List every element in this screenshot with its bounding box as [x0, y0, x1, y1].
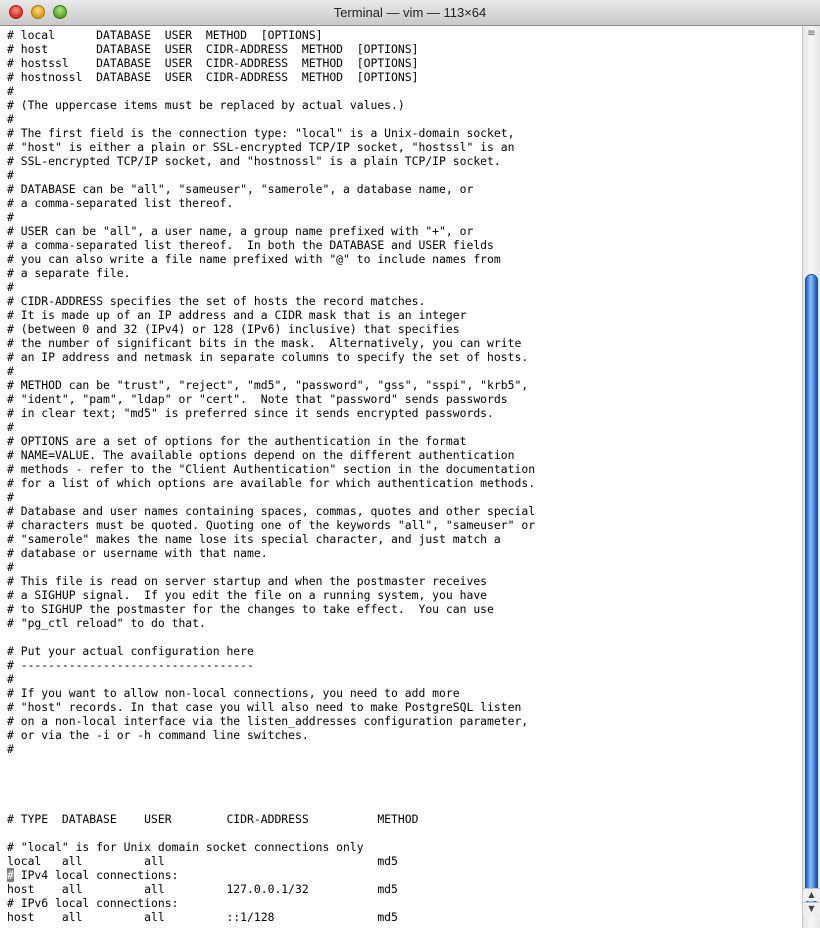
- editor-line: # host DATABASE USER CIDR-ADDRESS METHOD [OPTIONS]: [7, 42, 419, 56]
- scroll-up-arrow-icon[interactable]: ▲: [803, 888, 820, 901]
- split-menu-icon[interactable]: ≡: [807, 28, 816, 39]
- editor-line: # This file is read on server startup and when the postmaster receives: [7, 574, 488, 588]
- editor-line: # The first field is the connection type: "local" is a Unix-domain socket,: [7, 126, 515, 140]
- editor-line: # Database and user names containing spaces, commas, quotes and other special: [7, 504, 536, 518]
- editor-line: # a comma-separated list thereof.: [7, 196, 234, 210]
- editor-line: #: [7, 560, 14, 574]
- editor-line: host all all 127.0.0.1/32 md5: [7, 882, 398, 896]
- editor-line: # characters must be quoted. Quoting one of the keywords "all", "sameuser" or: [7, 518, 536, 532]
- editor-line: # methods - refer to the "Client Authentication" section in the documentation: [7, 462, 536, 476]
- editor-line: #: [7, 490, 14, 504]
- editor-line: #: [7, 280, 14, 294]
- editor-line: # you can also write a file name prefixed with "@" to include names from: [7, 252, 501, 266]
- editor-line: #: [7, 84, 14, 98]
- editor-line: # "pg_ctl reload" to do that.: [7, 616, 206, 630]
- editor-line: # If you want to allow non-local connections, you need to add more: [7, 686, 460, 700]
- cursor-line-text: IPv4 local connections:: [13, 868, 179, 882]
- editor-line: host all all ::1/128 md5: [7, 910, 398, 924]
- editor-line: # TYPE DATABASE USER CIDR-ADDRESS METHOD: [7, 812, 419, 826]
- editor-line: # the number of significant bits in the mask. Alternatively, you can write: [7, 336, 522, 350]
- editor-line: # in clear text; "md5" is preferred since it sends encrypted passwords.: [7, 406, 494, 420]
- editor-line: # CIDR-ADDRESS specifies the set of hosts the record matches.: [7, 294, 426, 308]
- editor-line: # a separate file.: [7, 266, 131, 280]
- scroll-down-arrow-icon[interactable]: ▼: [803, 902, 820, 915]
- editor-line: # "host" is either a plain or SSL-encrypted TCP/IP socket, "hostssl" is an: [7, 140, 515, 154]
- editor-line: # OPTIONS are a set of options for the authentication in the format: [7, 434, 467, 448]
- title-bar[interactable]: [0, 0, 820, 26]
- editor-line: # (The uppercase items must be replaced by actual values.): [7, 98, 405, 112]
- editor-line: # Put your actual configuration here: [7, 644, 254, 658]
- editor-line: # "ident", "pam", "ldap" or "cert". Note that "password" sends passwords: [7, 392, 508, 406]
- editor-line: #: [7, 420, 14, 434]
- editor-line: #: [7, 742, 14, 756]
- editor-line: #: [7, 168, 14, 182]
- editor-line: # METHOD can be "trust", "reject", "md5", "password", "gss", "sspi", "krb5",: [7, 378, 529, 392]
- editor-line: # hostssl DATABASE USER CIDR-ADDRESS METHOD [OPTIONS]: [7, 56, 419, 70]
- window-title: Terminal — vim — 113×64: [333, 5, 487, 20]
- editor-line: local all all md5: [7, 854, 398, 868]
- editor-line: #: [7, 672, 14, 686]
- editor-line: # SSL-encrypted TCP/IP socket, and "hostnossl" is a plain TCP/IP socket.: [7, 154, 501, 168]
- editor-line: # a comma-separated list thereof. In both the DATABASE and USER fields: [7, 238, 494, 252]
- vertical-scrollbar[interactable]: [802, 26, 820, 928]
- editor-line: # "local" is for Unix domain socket connections only: [7, 840, 364, 854]
- editor-line: # database or username with that name.: [7, 546, 268, 560]
- editor-line: # "samerole" makes the name lose its special character, and just match a: [7, 532, 501, 546]
- cursor-line: [7, 868, 178, 882]
- vim-editor-text-area[interactable]: [0, 26, 802, 928]
- editor-line: # USER can be "all", a user name, a group name prefixed with "+", or: [7, 224, 474, 238]
- editor-line: # or via the -i or -h command line switches.: [7, 728, 309, 742]
- editor-line: # hostnossl DATABASE USER CIDR-ADDRESS METHOD [OPTIONS]: [7, 70, 419, 84]
- editor-line: # local DATABASE USER METHOD [OPTIONS]: [7, 28, 323, 42]
- editor-line: #: [7, 364, 14, 378]
- editor-line: # IPv6 local connections:: [7, 896, 179, 910]
- editor-line: #: [7, 112, 14, 126]
- editor-line: # for a list of which options are available for which authentication methods.: [7, 476, 536, 490]
- editor-line: # an IP address and netmask in separate columns to specify the set of hosts.: [7, 350, 529, 364]
- editor-line: # It is made up of an IP address and a CIDR mask that is an integer: [7, 308, 467, 322]
- editor-line: # "host" records. In that case you will also need to make PostgreSQL listen: [7, 700, 522, 714]
- editor-line: # (between 0 and 32 (IPv4) or 128 (IPv6) inclusive) that specifies: [7, 322, 460, 336]
- text-cursor: #: [7, 868, 14, 882]
- editor-line: # to SIGHUP the postmaster for the changes to take effect. You can use: [7, 602, 494, 616]
- editor-line: # on a non-local interface via the listen_addresses configuration parameter,: [7, 714, 529, 728]
- editor-line: # ----------------------------------: [7, 658, 254, 672]
- scrollbar-thumb[interactable]: [805, 274, 818, 904]
- editor-line: # a SIGHUP signal. If you edit the file on a running system, you have: [7, 588, 488, 602]
- editor-line: #: [7, 210, 14, 224]
- editor-line: # DATABASE can be "all", "sameuser", "samerole", a database name, or: [7, 182, 474, 196]
- editor-line: # NAME=VALUE. The available options depend on the different authentication: [7, 448, 515, 462]
